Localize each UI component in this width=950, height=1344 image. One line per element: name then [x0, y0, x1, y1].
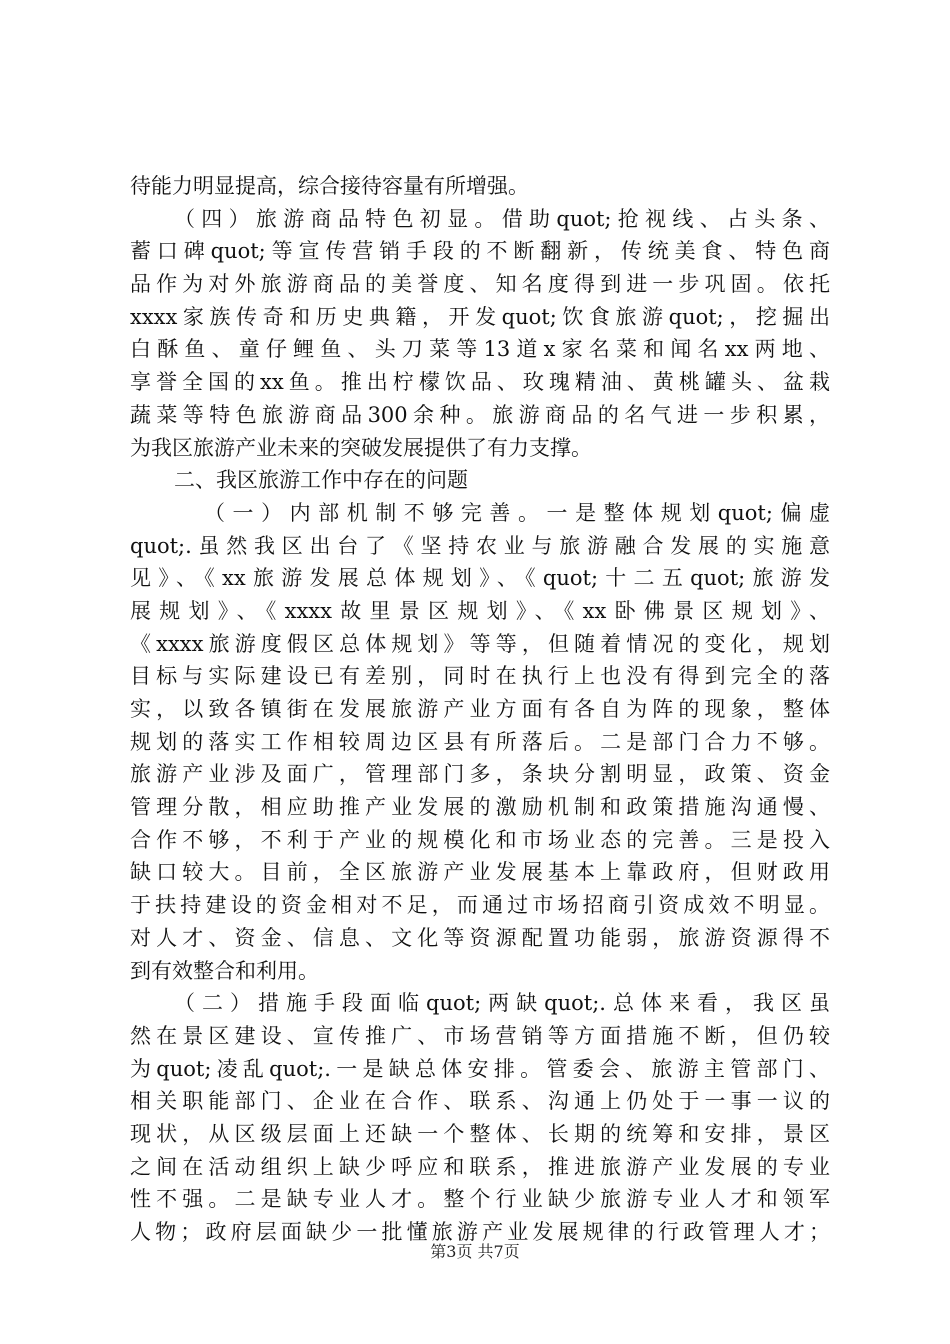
text-line: 目标与实际建设已有差别，同时在执行上也没有得到完全的落 — [130, 664, 830, 689]
section-heading: 二、我区旅游工作中存在的问题 — [174, 468, 468, 493]
text-line: 白酥鱼、童仔鲤鱼、头刀菜等13道x家名菜和闻名xx两地、 — [130, 337, 830, 362]
text-line: 对人才、资金、信息、文化等资源配置功能弱，旅游资源得不 — [130, 925, 830, 950]
text-line: 展规划》、《xxxx故里景区规划》、《xx卧佛景区规划》、 — [130, 598, 830, 623]
text-line: 享誉全国的xx鱼。推出柠檬饮品、玫瑰精油、黄桃罐头、盆栽 — [130, 370, 830, 395]
text-line: 人物；政府层面缺少一批懂旅游产业发展规律的行政管理人才； — [130, 1220, 830, 1244]
text-line: 《xxxx旅游度假区总体规划》等等，但随着情况的变化，规划 — [130, 631, 830, 656]
text-line: 之间在活动组织上缺少呼应和联系，推进旅游产业发展的专业 — [130, 1154, 830, 1179]
text-line: 规划的落实工作相较周边区县有所落后。二是部门合力不够。 — [130, 729, 830, 754]
text-line: 于扶持建设的资金相对不足，而通过市场招商引资成效不明显。 — [130, 893, 830, 918]
text-line: 相关职能部门、企业在合作、联系、沟通上仍处于一事一议的 — [130, 1089, 830, 1114]
text-line: 性不强。二是缺专业人才。整个行业缺少旅游专业人才和领军 — [130, 1187, 830, 1212]
text-line: 现状，从区级层面上还缺一个整体、长期的统筹和安排，景区 — [130, 1121, 830, 1146]
text-line: 为quot;凌乱quot;.一是缺总体安排。管委会、旅游主管部门、 — [130, 1056, 830, 1081]
document-body — [130, 170, 830, 1249]
text-line: 到有效整合和利用。 — [130, 958, 319, 983]
text-line: 管理分散，相应助推产业发展的激励机制和政策措施沟通慢、 — [130, 795, 830, 820]
text-line: 待能力明显提高，综合接待容量有所增强。 — [130, 174, 529, 198]
text-line: quot;.虽然我区出台了《坚持农业与旅游融合发展的实施意 — [130, 533, 830, 558]
text-line: （二）措施手段面临quot;两缺quot;.总体来看，我区虽 — [174, 991, 830, 1016]
text-line: 品作为对外旅游商品的美誉度、知名度得到进一步巩固。依托 — [130, 272, 830, 297]
text-line: 缺口较大。目前，全区旅游产业发展基本上靠政府，但财政用 — [130, 860, 830, 885]
text-line: xxxx家族传奇和历史典籍，开发quot;饮食旅游quot;，挖掘出 — [130, 304, 830, 329]
text-line: 为我区旅游产业未来的突破发展提供了有力支撑。 — [130, 435, 592, 460]
text-line: 合作不够，不利于产业的规模化和市场业态的完善。三是投入 — [130, 827, 830, 852]
text-line: 蔬菜等特色旅游商品300余种。旅游商品的名气进一步积累， — [130, 402, 830, 427]
text-line: 见》、《xx旅游发展总体规划》、《quot;十二五quot;旅游发 — [130, 566, 830, 591]
text-line: （四）旅游商品特色初显。借助quot;抢视线、占头条、 — [174, 206, 830, 231]
text-line: 然在景区建设、宣传推广、市场营销等方面措施不断，但仍较 — [130, 1023, 830, 1048]
page-number: 第3页 共7页 — [430, 1242, 520, 1261]
text-line: （一）内部机制不够完善。一是整体规划quot;偏虚 — [204, 500, 830, 525]
text-line: 实，以致各镇街在发展旅游产业方面有各自为阵的现象，整体 — [130, 697, 830, 721]
text-line: 旅游产业涉及面广，管理部门多，条块分割明显，政策、资金 — [130, 762, 830, 787]
text-line: 蓄口碑quot;等宣传营销手段的不断翻新，传统美食、特色商 — [130, 239, 830, 264]
